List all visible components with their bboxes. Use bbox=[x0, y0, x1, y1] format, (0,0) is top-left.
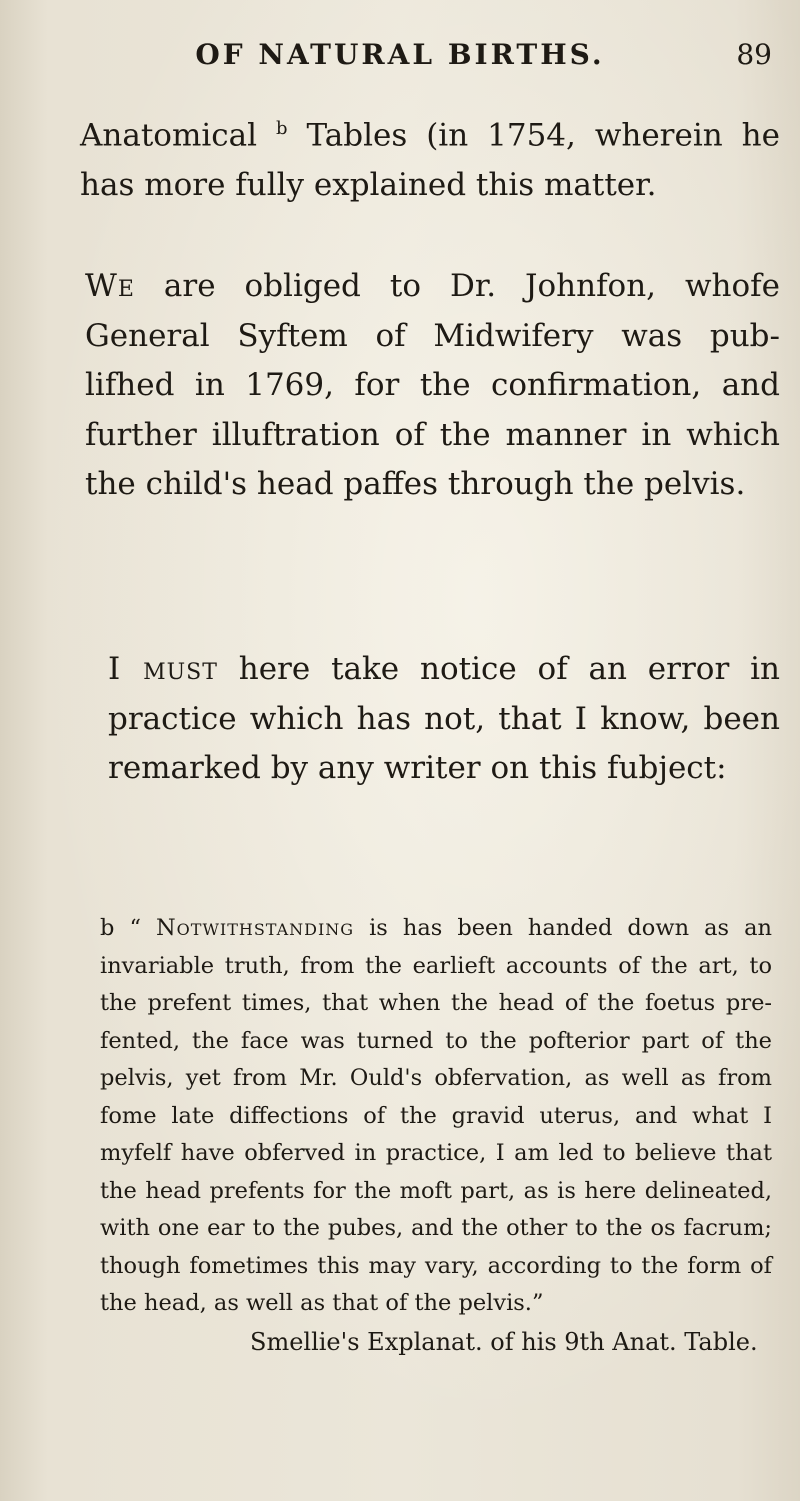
paragraph-continuation bbox=[80, 104, 780, 210]
paragraph-text: are obliged to Dr. Johnfon, whofe General Syftem of Midwifery was pub-lifhed in 1769, for the confirmation, and further illuftration of the manner in which the child's head paffes through the pelvis. bbox=[85, 268, 780, 502]
paragraph-text: here take notice of an error in practice which has not, that I know, been remarked by any writer on this fubject: bbox=[108, 651, 780, 786]
footnote-marker: b bbox=[100, 915, 115, 941]
footnote-source: Smellie's Explanat. of his 9th Anat. Table. bbox=[250, 1328, 758, 1356]
paragraph-lead: I must bbox=[108, 651, 218, 687]
running-head-title: OF NATURAL BIRTHS. bbox=[195, 38, 605, 71]
page-number: 89 bbox=[736, 38, 772, 71]
paragraph-text: Tables (in 1754, wherein he has more fully explained this matter. bbox=[80, 117, 780, 203]
paragraph-johnson bbox=[85, 262, 780, 510]
paragraph-error bbox=[108, 645, 780, 794]
paragraph-text: Anatomical bbox=[80, 117, 258, 154]
footnote-text: is has been handed down as an invariable truth, from the earlieft accounts of the art, to the prefent times, that when the head of the foetus pre-fented, the face was turned to the pofterior part of the pelvis, yet from Mr. Ould's obfervation, as well as from fome late diffections of the gravid uterus, and what I myfelf have obferved in practice, I am led to believe that the head prefents for the moft part, as is here delineated, with one ear to the pubes, and the other to the os facrum; though fometimes this may vary, according to the form of the head, as well as that of the pelvis.” bbox=[100, 915, 773, 1316]
footnote-quote-open: “ bbox=[129, 915, 156, 941]
footnote bbox=[100, 910, 772, 1323]
footnote-reference: b bbox=[276, 118, 288, 139]
running-head bbox=[0, 38, 800, 71]
footnote-lead: Notwithstanding bbox=[155, 915, 355, 941]
paragraph-lead: We bbox=[85, 268, 135, 304]
